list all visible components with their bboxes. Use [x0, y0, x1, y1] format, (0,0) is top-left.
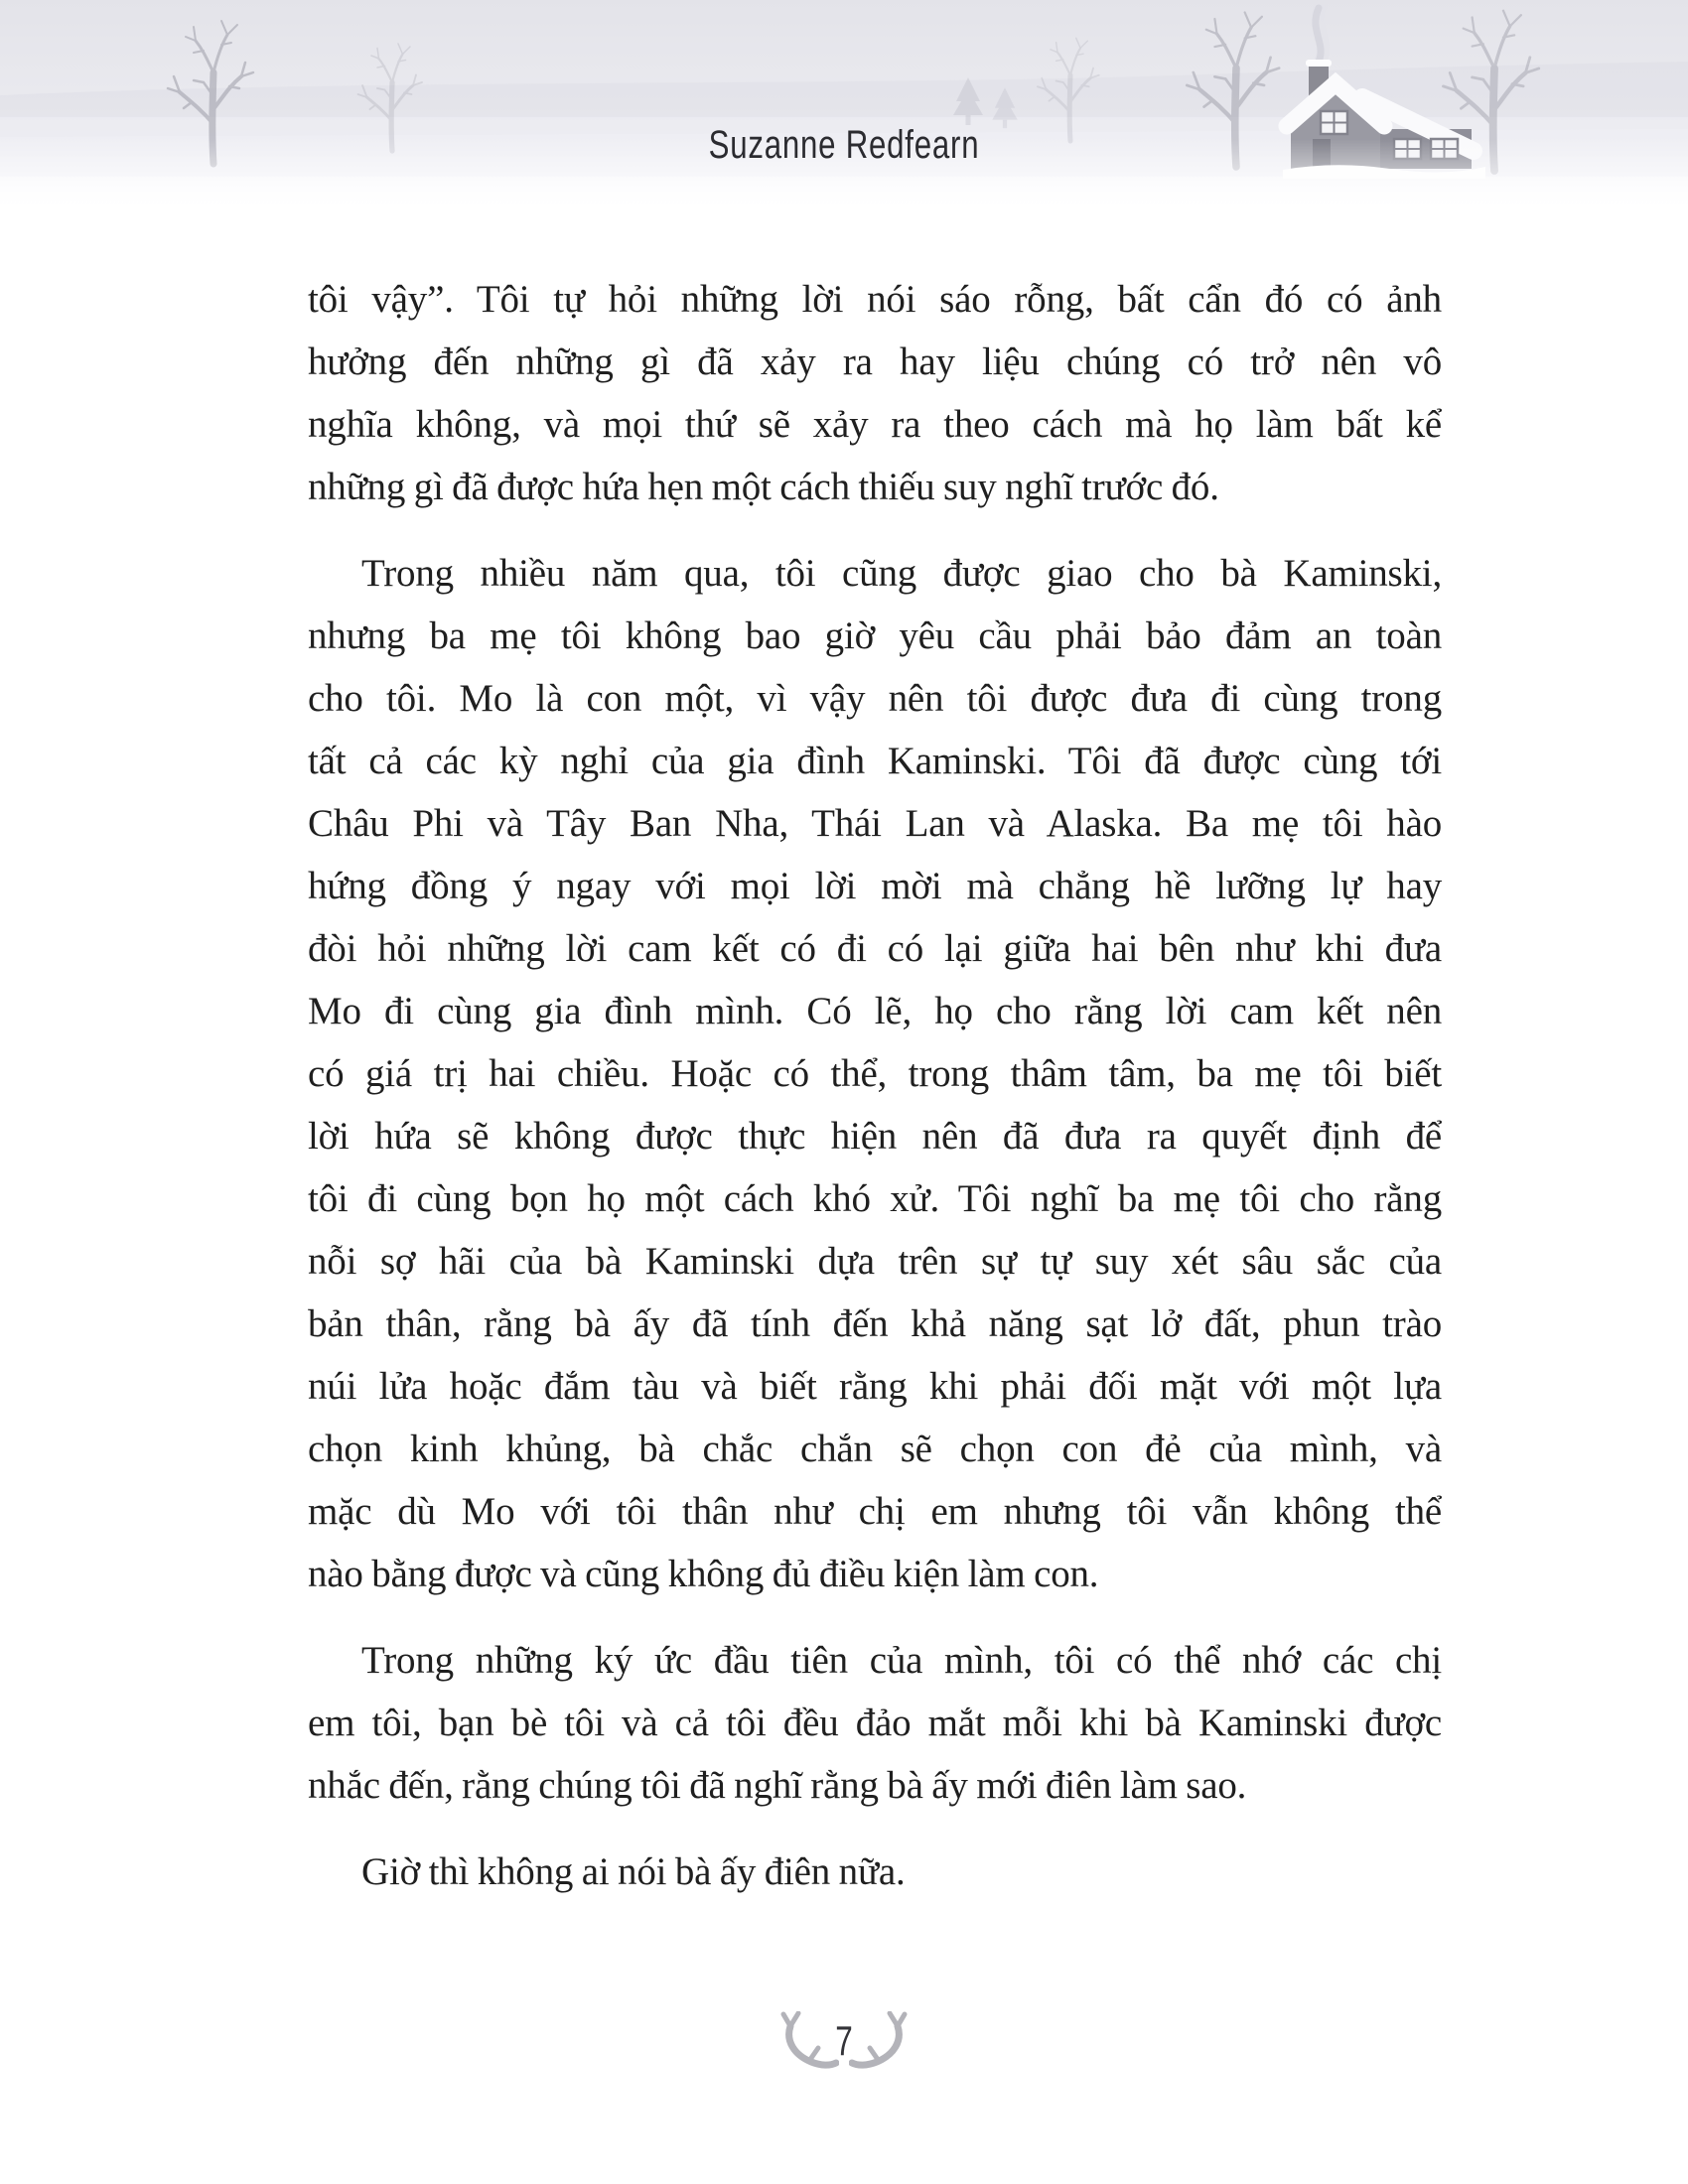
- text-line: nghĩa không, và mọi thứ sẽ xảy ra theo cách mà họ làm bất kể: [308, 403, 1442, 446]
- text-line: Mo đi cùng gia đình mình. Có lẽ, họ cho rằng lời cam kết nên: [308, 990, 1442, 1032]
- text-line: nào bằng được và cũng không đủ điều kiện làm con.: [308, 1553, 1099, 1595]
- running-header-author: Suzanne Redfearn: [708, 123, 980, 167]
- text-line: núi lửa hoặc đắm tàu và biết rằng khi phải đối mặt với một lựa: [308, 1365, 1442, 1408]
- body-text: [308, 268, 1442, 1927]
- text-line: đòi hỏi những lời cam kết có đi có lại giữa hai bên như khi đưa: [308, 927, 1442, 970]
- text-line: tất cả các kỳ nghỉ của gia đình Kaminski. Tôi đã được cùng tới: [308, 740, 1442, 782]
- text-line: nỗi sợ hãi của bà Kaminski dựa trên sự tự suy xét sâu sắc của: [308, 1240, 1442, 1283]
- paragraph: [308, 268, 1442, 518]
- text-line: Châu Phi và Tây Ban Nha, Thái Lan và Alaska. Ba mẹ tôi hào: [308, 802, 1442, 845]
- text-line: em tôi, bạn bè tôi và cả tôi đều đảo mắt mỗi khi bà Kaminski được: [308, 1702, 1442, 1744]
- text-line: nhắc đến, rằng chúng tôi đã nghĩ rằng bà ấy mới điên làm sao.: [308, 1764, 1247, 1807]
- text-line: mặc dù Mo với tôi thân như chị em nhưng tôi vẫn không thể: [308, 1490, 1442, 1533]
- text-line: hưởng đến những gì đã xảy ra hay liệu chúng có trở nên vô: [308, 341, 1442, 383]
- text-line: tôi đi cùng bọn họ một cách khó xử. Tôi nghĩ ba mẹ tôi cho rằng: [308, 1177, 1442, 1220]
- text-line: Giờ thì không ai nói bà ấy điên nữa.: [361, 1850, 906, 1893]
- paragraph: [308, 542, 1442, 1605]
- page-header: [0, 0, 1688, 213]
- text-line: có giá trị hai chiều. Hoặc có thể, trong thâm tâm, ba mẹ tôi biết: [308, 1052, 1442, 1095]
- page-footer: [750, 2003, 938, 2075]
- text-line: Trong những ký ức đầu tiên của mình, tôi có thể nhớ các chị: [361, 1639, 1442, 1682]
- antler-right-icon: [849, 2011, 913, 2071]
- paragraph: [308, 1629, 1442, 1817]
- paragraph: [308, 1841, 1442, 1903]
- text-line: Trong nhiều năm qua, tôi cũng được giao cho bà Kaminski,: [361, 552, 1442, 595]
- text-line: những gì đã được hứa hẹn một cách thiếu suy nghĩ trước đó.: [308, 466, 1219, 508]
- text-line: chọn kinh khủng, bà chắc chắn sẽ chọn con đẻ của mình, và: [308, 1428, 1442, 1470]
- winter-scene-illustration: [0, 0, 1688, 213]
- page-number: 7: [835, 2017, 853, 2064]
- chimney-snow: [1306, 60, 1332, 67]
- text-line: cho tôi. Mo là con một, vì vậy nên tôi được đưa đi cùng trong: [308, 677, 1442, 720]
- text-line: nhưng ba mẹ tôi không bao giờ yêu cầu phải bảo đảm an toàn: [308, 614, 1442, 657]
- text-line: bản thân, rằng bà ấy đã tính đến khả năng sạt lở đất, phun trào: [308, 1302, 1442, 1345]
- text-line: lời hứa sẽ không được thực hiện nên đã đưa ra quyết định để: [308, 1115, 1442, 1158]
- text-line: hứng đồng ý ngay với mọi lời mời mà chẳng hề lưỡng lự hay: [308, 865, 1442, 907]
- text-line: tôi vậy”. Tôi tự hỏi những lời nói sáo rỗng, bất cẩn đó có ảnh: [308, 278, 1442, 321]
